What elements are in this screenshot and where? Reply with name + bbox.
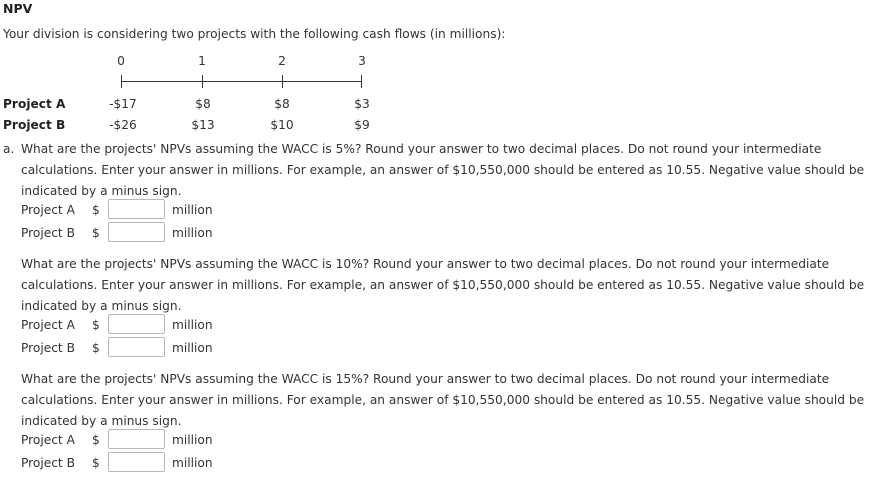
project-a-cf-1: $8 xyxy=(195,97,211,111)
timeline-tick-2 xyxy=(282,75,283,88)
project-a-cf-0: -$17 xyxy=(109,97,137,111)
page-title: NPV xyxy=(3,1,33,16)
project-b-label: Project B xyxy=(3,118,66,132)
unit-label: million xyxy=(172,433,213,447)
npv-input-a-wacc-10[interactable] xyxy=(108,314,165,334)
answer-label-project-a: Project A xyxy=(21,318,75,332)
period-label-2: 2 xyxy=(278,54,286,68)
unit-label: million xyxy=(172,226,213,240)
npv-input-b-wacc-5[interactable] xyxy=(108,222,165,242)
timeline-tick-0 xyxy=(121,75,122,88)
answer-label-project-a: Project A xyxy=(21,203,75,217)
unit-label: million xyxy=(172,341,213,355)
intro-text: Your division is considering two projects with the following cash flows (in millions): xyxy=(3,27,506,41)
unit-label: million xyxy=(172,318,213,332)
timeline-axis xyxy=(121,81,362,82)
currency-symbol: $ xyxy=(92,226,100,240)
currency-symbol: $ xyxy=(92,318,100,332)
npv-input-b-wacc-10[interactable] xyxy=(108,337,165,357)
currency-symbol: $ xyxy=(92,433,100,447)
currency-symbol: $ xyxy=(92,341,100,355)
npv-input-b-wacc-15[interactable] xyxy=(108,452,165,472)
question-text: What are the projects' NPVs assuming the WACC is 10%? Round your answer to two decimal places. Do not round your intermediate calculations. Enter your answer in millions. For example, an answer of $10,550,000 should be entered as 10.55. Negative value should be indicated by a minus sign. xyxy=(21,257,865,313)
period-label-0: 0 xyxy=(117,54,125,68)
answer-label-project-b: Project B xyxy=(21,456,75,470)
project-a-label: Project A xyxy=(3,97,66,111)
unit-label: million xyxy=(172,456,213,470)
question-text: What are the projects' NPVs assuming the WACC is 5%? Round your answer to two decimal places. Do not round your intermediate calculations. Enter your answer in millions. For example, an answer of $10,550,000 should be entered as 10.55. Negative value should be indicated by a minus sign. xyxy=(21,142,865,198)
answer-label-project-b: Project B xyxy=(21,341,75,355)
project-a-cf-2: $8 xyxy=(274,97,290,111)
project-b-cf-0: -$26 xyxy=(109,118,137,132)
project-a-cf-3: $3 xyxy=(354,97,370,111)
project-b-cf-3: $9 xyxy=(354,118,370,132)
answer-label-project-b: Project B xyxy=(21,226,75,240)
npv-input-a-wacc-5[interactable] xyxy=(108,199,165,219)
currency-symbol: $ xyxy=(92,456,100,470)
unit-label: million xyxy=(172,203,213,217)
answer-label-project-a: Project A xyxy=(21,433,75,447)
period-label-1: 1 xyxy=(198,54,206,68)
period-label-3: 3 xyxy=(358,54,366,68)
npv-input-a-wacc-15[interactable] xyxy=(108,429,165,449)
project-b-cf-1: $13 xyxy=(191,118,215,132)
timeline-tick-1 xyxy=(202,75,203,88)
timeline-tick-3 xyxy=(361,75,362,88)
currency-symbol: $ xyxy=(92,203,100,217)
question-a-prefix: a. xyxy=(3,142,15,156)
project-b-cf-2: $10 xyxy=(270,118,294,132)
question-text: What are the projects' NPVs assuming the WACC is 15%? Round your answer to two decimal places. Do not round your intermediate calculations. Enter your answer in millions. For example, an answer of $10,550,000 should be entered as 10.55. Negative value should be indicated by a minus sign. xyxy=(21,372,865,428)
